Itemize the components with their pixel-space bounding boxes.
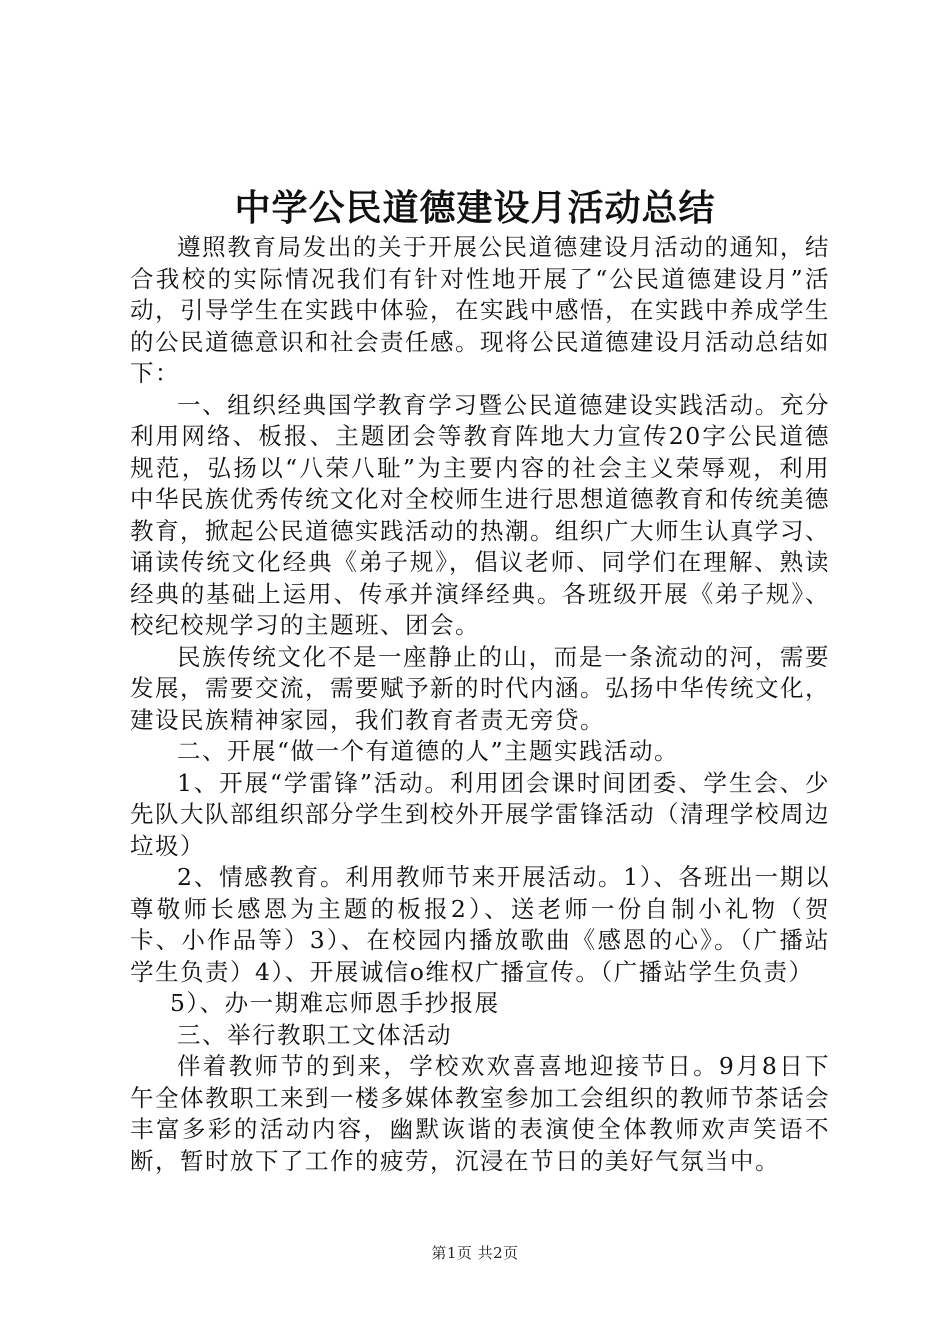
paragraph-item-2-5: 5）、办一期难忘师恩手抄报展	[169, 989, 500, 1017]
paragraph-item-2: 2、情感教育。利用教师节来开展活动。1）、各班出一期以尊敬师长感恩为主题的板报2）、送老师一份自制小礼物（贺卡、小作品等）3）、在校园内播放歌曲《感恩的心》。（广播站学生负责）4）、开展诚信o维权广播宣传。（广播站学生负责）	[130, 863, 830, 986]
page-footer: 第1页 共2页	[431, 1244, 519, 1262]
paragraph-section-2-heading: 二、开展“做一个有道德的人”主题实践活动。	[177, 737, 680, 765]
document-body	[130, 232, 830, 1177]
paragraph-item-1: 1、开展“学雷锋”活动。利用团会课时间团委、学生会、少先队大队部组织部分学生到校外开展学雷锋活动（清理学校周边垃圾）	[130, 768, 830, 860]
paragraph-section-3-heading: 三、举行教职工文体活动	[177, 1020, 452, 1049]
paragraph-section-1: 一、组织经典国学教育学习暨公民道德建设实践活动。充分利用网络、板报、主题团会等教育阵地大力宣传20字公民道德规范，弘扬以“八荣八耻”为主要内容的社会主义荣辱观，利用中华民族优秀传统文化对全校师生进行思想道德教育和传统美德教育，掀起公民道德实践活动的热潮。组织广大师生认真学习、诵读传统文化经典《弟子规》，倡议老师、同学们在理解、熟读经典的基础上运用、传承并演绎经典。各班级开展《弟子规》、校纪校规学习的主题班、团会。	[130, 390, 830, 639]
paragraph-culture: 民族传统文化不是一座静止的山，而是一条流动的河，需要发展，需要交流，需要赋予新的时代内涵。弘扬中华传统文化，建设民族精神家园，我们教育者责无旁贷。	[130, 642, 830, 734]
paragraph-intro: 遵照教育局发出的关于开展公民道德建设月活动的通知，结合我校的实际情况我们有针对性地开展了“公民道德建设月”活动，引导学生在实践中体验，在实践中感悟，在实践中养成学生的公民道德意识和社会责任感。现将公民道德建设月活动总结如下：	[130, 233, 830, 387]
paragraph-teachers-day: 伴着教师节的到来，学校欢欢喜喜地迎接节日。9月8日下午全体教职工来到一楼多媒体教室参加工会组织的教师节茶话会丰富多彩的活动内容，幽默诙谐的表演使全体教师欢声笑语不断，暂时放下了工作的疲劳，沉浸在节日的美好气氛当中。	[130, 1052, 830, 1175]
document-title: 中学公民道德建设月活动总结	[234, 187, 716, 229]
